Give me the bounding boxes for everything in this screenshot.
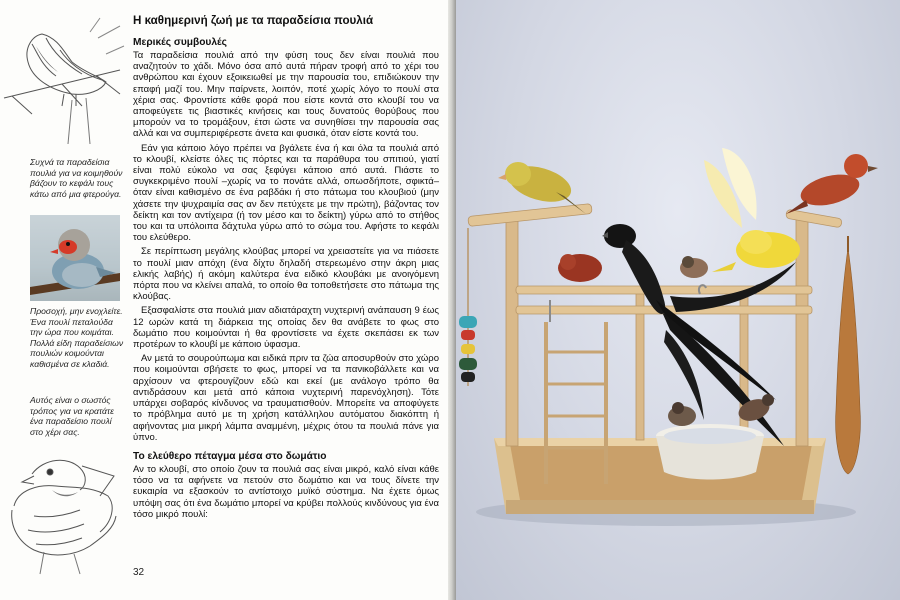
paragraph: Εξασφαλίστε στα πουλιά μιαν αδιατάραχτη νυχτερινή ανάπαυση 9 έως 12 ωρών κατά τη διάρκεια της οποίας δεν θα ανάβετε το φως στο δωμάτιο που κοιμούνται ή θα φροντίσετε να έχετε σκεπάσει εκ των προτέρων το κλουβί με κάποιο ύφασμα.: [133, 305, 439, 351]
bird-playstand-photo: [456, 0, 900, 600]
book-gutter: [448, 0, 456, 600]
hand-holding-bird-sketch: [4, 446, 124, 576]
red-finch-bird: [786, 154, 878, 214]
caption-sleeping: Συχνά τα παραδείσια πουλιά για να κοιμηθούν βάζουν το κεφάλι τους κάτω από μια φτερούγα.: [30, 157, 123, 199]
paragraph: Εάν για κάποιο λόγο πρέπει να βγάλετε ένα ή και όλα τα πουλιά από το κλουβί, κλείστε όλες τις πόρτες και τα παράθυρα του σπιτιού, γιατί είναι πολύ εύκολο να σας ξεφύγει κάποιο από αυτά. Πιάστε το συγκεκριμένο πουλί –χωρίς να το πονάτε αλλά, οπωσδήποτε, σφικτά– όταν είναι καθισμένο σε ένα ραβδάκι ή στο πάτωμα του κλουβιού (μην χάσετε την ψυχραιμία σας αν δεν πετύχετε με την πρώτη), βάζοντας τον δείκτη και τον αντίχειρα (ή τον μέσο και το δείκτη) γύρω από το στήθος του και τα υπόλοιπα δάχτυλα γύρω από το σώμα του. Αφήστε το κεφάλι του ελεύθερο.: [133, 142, 439, 244]
finch-photo: [30, 215, 120, 301]
dish-birds: [668, 394, 774, 426]
small-red-bird: [558, 254, 602, 282]
paragraph: Αν το κλουβί, στο οποίο ζουν τα πουλιά σας είναι μικρό, καλό είναι κάθε τόσο να τα αφήνετε να πετούν στο δωμάτιο και να τους δίνετε την ευκαιρία να εξασκούν το αντίστοιχο μυϊκό σύστημα. Να έχετε όμως υπόψη σας ότι ένα δωμάτιο μπορεί να κρύβει πολλούς κινδύνους για ένα τόσο μικρό πουλί:: [133, 463, 439, 520]
brown-finch-bird: [680, 256, 708, 278]
water-dish: [656, 424, 764, 480]
white-canary-bird: [704, 148, 800, 272]
section-title-free-flight: Το ελεύθερο πέταγμα μέσα στο δωμάτιο: [133, 450, 327, 462]
sidebar-illustrations: [0, 0, 128, 600]
text-column: [133, 14, 439, 523]
caption-warning: Προσοχή, μην ενοχλείτε. Ένα πουλί πεταλούδα την ώρα που κοιμάται. Πολλά είδη παραδείσιων πουλιών κοιμούνται καθισμένα σε κλαδιά.: [30, 306, 124, 369]
sleeping-bird-sketch: [2, 14, 126, 148]
millet-spray: [836, 248, 861, 474]
page-number: 32: [133, 567, 145, 578]
paragraph: Αν μετά το σουρούπωμα και ειδικά πριν τα ζώα αποσυρθούν στο χώρο που κοιμούνται σβήσετε το φως, μπορεί να τα πανικοβάλλετε και να αρχίσουν να φτερουγίζουν εδώ και εκεί (με ανάλογο τρόπο θα αντιδράσουν και μετά από κάποια νυχτερινή παρενόχληση). Τότε υπάρχει σοβαρός κίνδυνος να τραυματισθούν. Μπορείτε να αποφύγετε το πρόβλημα αυτό με τη χρήση κατάλληλου αυτόματου διακόπτη ή αφήνοντας μια μικρή λάμπα αναμμένη, μέχρις ότου τα πουλιά πάνε για ύπνο.: [133, 353, 439, 443]
paragraph: Σε περίπτωση μεγάλης κλούβας μπορεί να χρειαστείτε για να πιάσετε το πουλί μιαν απόχη (ένα δίχτυ δηλαδή στερεωμένο στην άκρη μιας ελικής λαβής) ή ακόμη καλύτερα ένα ειδικό κλουβάκι με ανοιγόμενη πόρτα που να κλείνει απαλά, το οποίο θα τοποθετήσετε στο πάτωμα της κλούβας.: [133, 246, 439, 303]
section-title-tips: Μερικές συμβουλές: [133, 37, 227, 48]
caption-hold: Αυτός είναι ο σωστός τρόπος για να κρατάτε ένα παραδείσιο πουλί στο χέρι σας.: [30, 395, 114, 437]
bead-toy: [459, 228, 477, 386]
left-page: [0, 0, 448, 600]
paragraph: Τα παραδείσια πουλιά από την φύση τους δεν είναι πουλιά που αναζητούν το χάδι. Μόνο όσα από αυτά πήραν τροφή από το χέρι του ανθρώπου και έχουν εξοικειωθεί με την παρουσία του, επιδιώκουν την επαφή μαζί του. Μην παίρνετε, λοιπόν, ποτέ χωρίς λόγο το πουλί στα χέρια σας. Φροντίστε κάθε φορά που είστε κοντά στο κλουβί του να αποφεύγετε τις βιαστικές κινήσεις και τους δυνατούς θορύβους που μπορούν να το τρομάξουν, έτσι ώστε να συνηθίσει την παρουσία σας αλλά και να συμπεριφέρεστε άνετα και φυσικά, όταν είστε κοντά του.: [133, 50, 439, 140]
right-page-photo: [456, 0, 900, 600]
page-title: Η καθημερινή ζωή με τα παραδείσια πουλιά: [133, 14, 374, 27]
